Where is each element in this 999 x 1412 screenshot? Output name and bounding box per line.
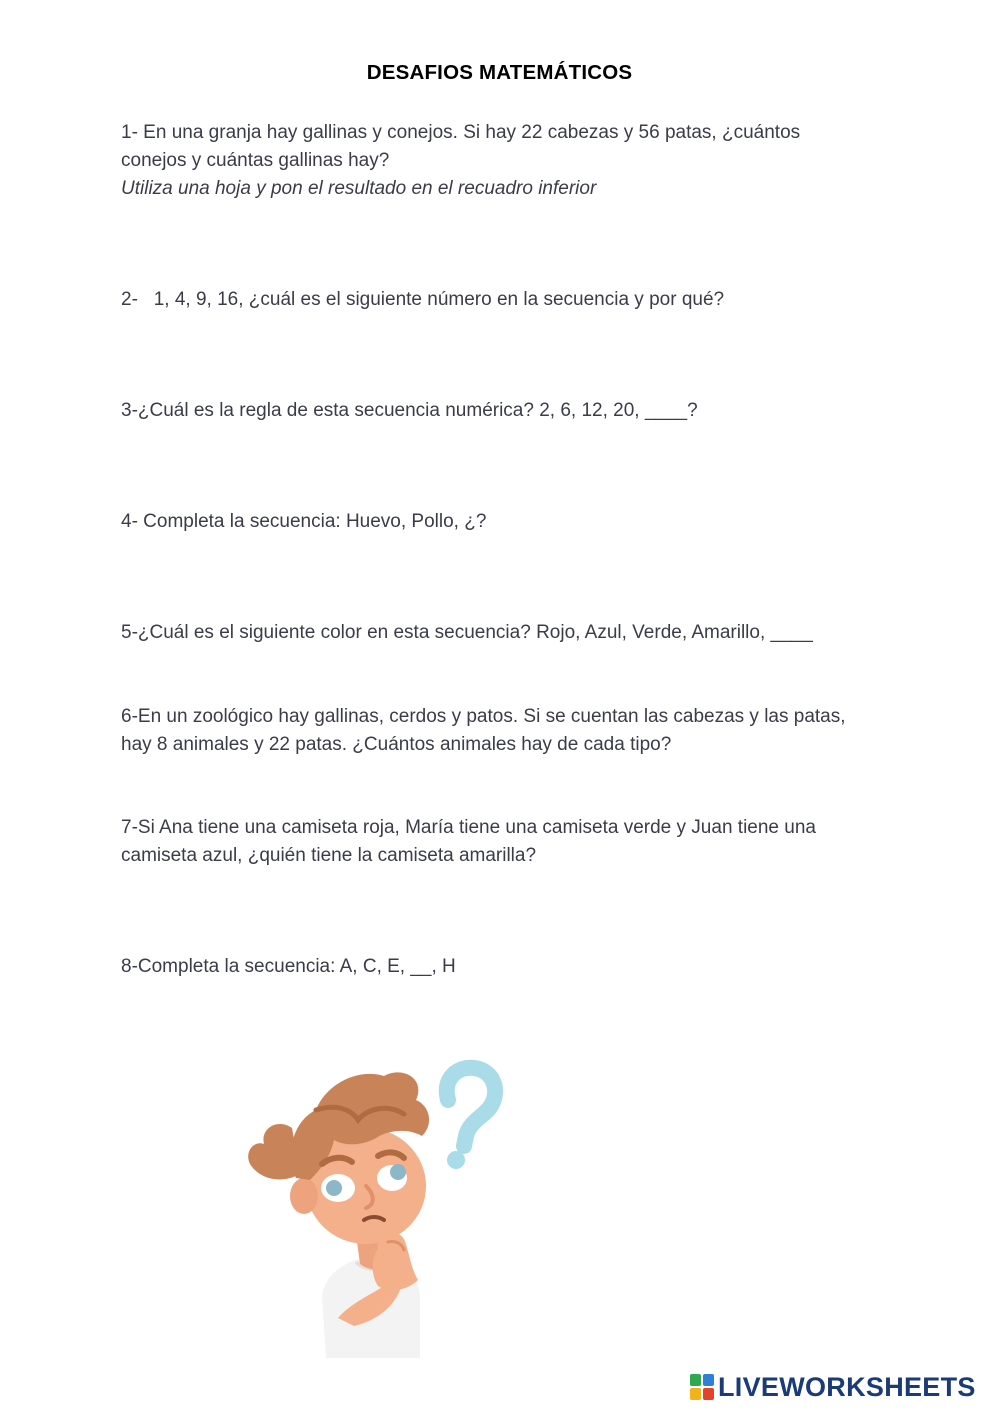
question-6-line-2: hay 8 animales y 22 patas. ¿Cuántos animales hay de cada tipo? <box>121 734 672 755</box>
question-2-line-1: 2- 1, 4, 9, 16, ¿cuál es el siguiente número en la secuencia y por qué? <box>121 289 725 310</box>
question-8 <box>121 953 891 981</box>
question-3 <box>121 397 891 425</box>
brand-name: LIVEWORKSHEETS <box>718 1371 976 1402</box>
question-3-line-1: 3-¿Cuál es la regla de esta secuencia numérica? 2, 6, 12, 20, ____? <box>121 400 698 421</box>
question-8-line-1: 8-Completa la secuencia: A, C, E, __, H <box>121 956 456 977</box>
question-4 <box>121 508 891 536</box>
thinking-boy-icon <box>238 1058 508 1358</box>
question-4-line-1: 4- Completa la secuencia: Huevo, Pollo, ¿? <box>121 511 487 532</box>
question-7-line-1: 7-Si Ana tiene una camiseta roja, María tiene una camiseta verde y Juan tiene una <box>121 817 816 838</box>
question-7 <box>121 814 891 870</box>
question-1-instruction: Utiliza una hoja y pon el resultado en el recuadro inferior <box>121 178 597 199</box>
question-6 <box>121 703 891 759</box>
question-6-line-1: 6-En un zoológico hay gallinas, cerdos y patos. Si se cuentan las cabezas y las patas, <box>121 706 846 727</box>
question-2 <box>121 286 891 314</box>
question-7-line-2: camiseta azul, ¿quién tiene la camiseta amarilla? <box>121 845 537 866</box>
brand <box>690 1370 976 1404</box>
question-5-line-1: 5-¿Cuál es el siguiente color en esta secuencia? Rojo, Azul, Verde, Amarillo, ____ <box>121 622 813 643</box>
question-1 <box>121 119 891 203</box>
liveworksheets-logo-icon <box>690 1374 714 1400</box>
question-1-line-1: 1- En una granja hay gallinas y conejos. Si hay 22 cabezas y 56 patas, ¿cuántos <box>121 122 801 143</box>
question-1-line-2: conejos y cuántas gallinas hay? <box>121 150 390 171</box>
page-title: DESAFIOS MATEMÁTICOS <box>366 61 633 84</box>
question-mark-icon <box>447 1068 495 1169</box>
question-5 <box>121 619 891 647</box>
